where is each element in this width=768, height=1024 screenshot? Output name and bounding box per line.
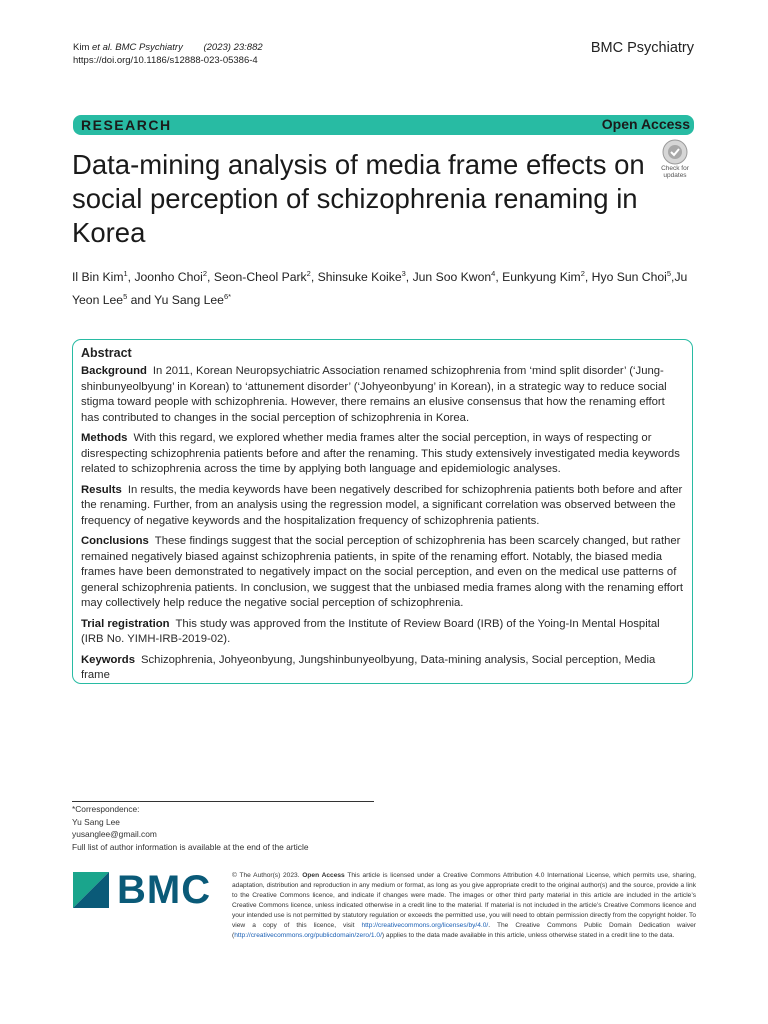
bmc-logo [73,868,215,912]
keywords-label: Keywords [81,653,135,666]
bmc-logo-mark-icon [73,872,109,908]
citation-journal: BMC Psychiatry [115,42,183,53]
methods-text: With this regard, we explored whether media frames alter the social perception, in ways of respecting or disrespecting schizophrenia patients before and after the renaming. This study extensively investigated media keywords related to schizophrenia across the time by applying both language and epidemiologic analyses. [81,432,680,475]
trial-label: Trial registration [81,617,170,630]
license-text-1: This article is licensed under a Creative Commons Attribution 4.0 International License, which permits use, sharing, adaptation, distribution and reproduction in any medium or format, as long as you give appropriate credit to the original author(s) and the source, provide a link to the Creative Commons licence, and indicate if changes were made. The images or other third party material in this article are included in the article’s Creative Commons licence, unless indicated otherwise in a credit line to the material. If material is not included in the article’s Creative Commons licence and your intended use is not permitted by statutory regulation or exceeds the permitted use, you will need to obtain permission directly from the copyright holder. To view a copy of this licence, visit [232,872,696,929]
author-separator: , [405,270,413,285]
check-updates-line2: updates [663,172,687,179]
conclusions-label: Conclusions [81,535,149,547]
abstract-background [81,364,684,426]
license-link-cc0[interactable]: http://creativecommons.org/publicdomain/zero/1.0/ [234,932,382,939]
correspondence-label: *Correspondence: [72,804,140,814]
citation-author: Kim [73,42,90,53]
citation-year: (2023) 23:882 [203,42,263,53]
author-name: Ju Yeon Lee [72,270,688,308]
author-affiliation: 2 [580,269,585,278]
results-text: In results, the media keywords have been negatively described for schizophrenia patients both before and after the renaming. Further, from an analysis using the regression model, a significant correlation was observed between the frequency of negative keywords and the hospitalization frequency of schizophrenia patients. [81,483,683,527]
article-type-band [73,115,694,135]
journal-name: BMC Psychiatry [590,40,694,56]
results-label: Results [81,483,122,496]
author-name: Yu Sang Lee [154,293,224,308]
author-separator: , [495,270,503,285]
article-title: Data-mining analysis of media frame effects on social perception of schizophrenia renaming in Korea [72,149,645,248]
license-open-access: Open Access [302,872,345,879]
citation-etal: et al. [92,42,113,53]
author-name: Hyo Sun Choi [591,270,667,285]
abstract-keywords [81,653,684,684]
author-affiliation: 5 [666,269,672,278]
author-list [72,264,697,310]
abstract-methods [81,431,684,478]
open-access-label: Open Access [601,116,690,132]
author-name: Il Bin Kim [72,270,124,285]
author-affiliation: 2 [202,269,208,278]
author-name: Eunkyung Kim [502,270,581,285]
methods-label: Methods [81,432,128,444]
license-text-3: ) applies to the data made available in this article, unless otherwise stated in a credit line to the data. [381,932,675,939]
check-updates-icon [662,139,688,165]
author-affiliation: 4 [491,269,496,278]
author-separator: , [310,270,318,285]
citation-header [73,41,263,67]
trial-text: This study was approved from the Institute of Review Board (IRB) of the Yoing-In Mental Hospital (IRB No. YIMH-IRB-2019-02). [81,617,660,645]
license-copyright: © The Author(s) 2023. [232,872,300,879]
check-updates-line1: Check for [661,165,689,172]
author-affiliation: 3 [401,269,406,278]
author-name: Seon-Cheol Park [213,270,307,285]
author-name: Jun Soo Kwon [412,270,492,285]
bmc-logo-text: BMC [117,868,212,912]
conclusions-text: These findings suggest that the social perception of schizophrenia has been scarcely changed, but rather remained negatively biased against schizophrenia patients, in spite of the renaming effort. Notably, the biased media frames have been demonstrated to negatively impact on the social perception, and even on the medical use patterns of general schizophrenia patients. In conclusion, we suggest that the unbiased media frames along with the renaming effort may collectively help reduce the negative social perception of schizophrenia. [81,535,684,609]
citation-line [73,41,263,54]
author-name: Shinsuke Koike [317,270,402,285]
doi-link[interactable]: https://doi.org/10.1186/s12888-023-05386-4 [73,55,258,66]
abstract-results [81,483,684,530]
author-affiliation: 2 [306,269,311,278]
background-text: In 2011, Korean Neuropsychiatric Association renamed schizophrenia from ‘mind split disorder’ (‘Jung-shinbunyeolbyung’ in Korean) to ‘attunement disorder’ (‘Johyeonbyung’ in Korean), in a strategic way to reduce social stigma toward people with schizophrenia. However, there remains an elusive consensus that how the renaming effort has contributed to changes in the social perception of schizophrenia in Korea. [81,365,667,424]
author-affiliation: 6* [223,292,232,302]
correspondence-footnote [72,803,309,853]
license-text-2: . The Creative Commons Public Domain Dedication waiver ( [232,922,696,939]
author-name: Joonho Choi [134,270,203,285]
license-statement [232,871,696,941]
keywords-text: Schizophrenia, Johyeonbyung, Jungshinbunyeolbyung, Data-mining analysis, Social perception, Media frame [81,653,656,681]
author-affiliation: 1 [123,269,128,278]
author-affiliation: 5 [123,292,128,302]
author-separator: , [127,270,135,285]
abstract-trial-registration [81,617,684,648]
correspondence-email[interactable]: yusanglee@gmail.com [72,829,157,839]
author-separator: , [584,270,592,285]
correspondence-name: Yu Sang Lee [72,816,120,827]
license-link-cc-by[interactable]: http://creativecommons.org/licenses/by/4.0/ [361,922,489,929]
check-for-updates-badge[interactable] [654,139,696,181]
abstract-conclusions [81,534,684,612]
article-type-label: RESEARCH [81,117,172,133]
author-separator: and [127,293,155,308]
background-label: Background [81,365,147,377]
author-separator: , [207,270,214,285]
author-info-note: Full list of author information is available at the end of the article [72,841,309,852]
abstract-box [72,339,693,684]
footnote-divider [72,801,374,802]
abstract-heading: Abstract [81,346,132,360]
author-separator: , [671,270,675,285]
